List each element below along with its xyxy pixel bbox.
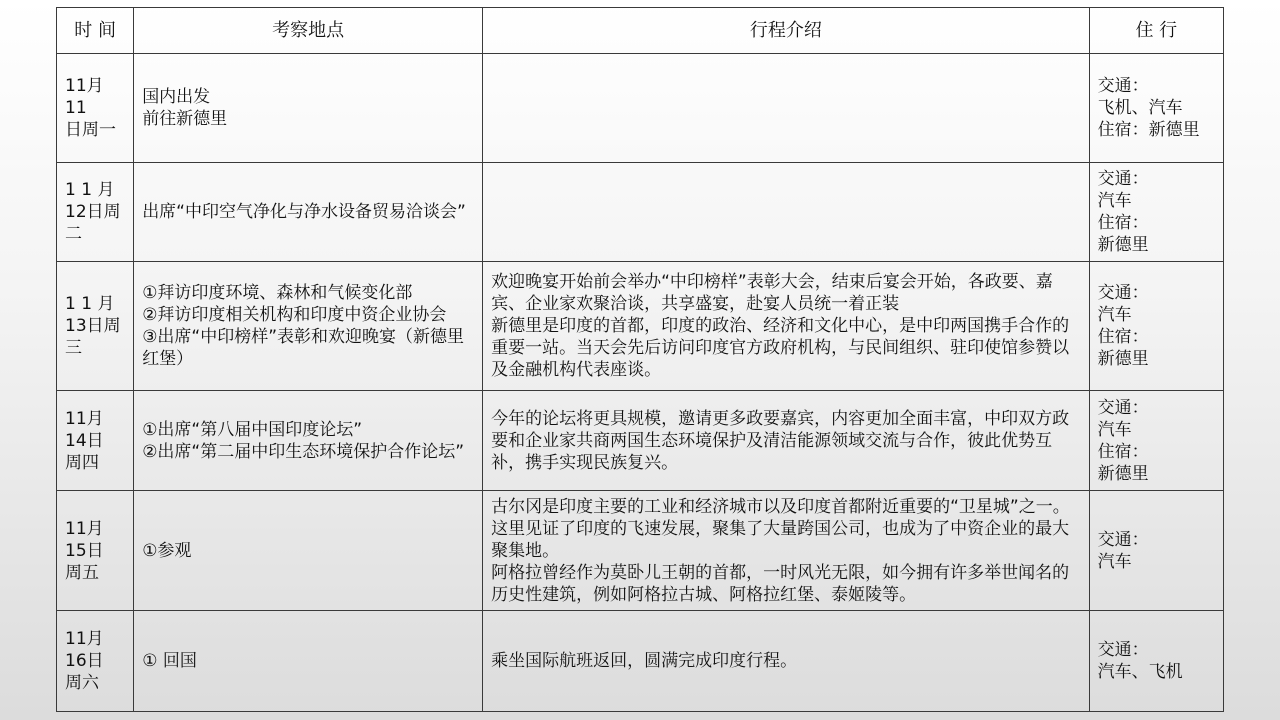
header-place: 考察地点 [134, 8, 483, 54]
row-place: 出席“中印空气净化与净水设备贸易洽谈会” [134, 163, 483, 262]
row-intro: 古尔冈是印度主要的工业和经济城市以及印度首都附近重要的“卫星城”之一。这里见证了印度的飞速发展，聚集了大量跨国公司，也成为了中资企业的最大聚集地。 阿格拉曾经作为莫卧儿王朝的首都，一时风光无限，如今拥有许多举世闻名的历史性建筑，例如阿格拉古城、阿格拉红堡、泰姬陵等。 [483, 491, 1090, 611]
table-row [57, 54, 1224, 163]
row-place: ①参观 [134, 491, 483, 611]
row-place: ①出席“第八届中国印度论坛” ②出席“第二届中印生态环境保护合作论坛” [134, 391, 483, 491]
row-stay: 交通： 汽车 住宿： 新德里 [1089, 262, 1223, 391]
row-intro [483, 163, 1090, 262]
row-time: 11月11 日周一 [57, 54, 134, 163]
row-stay: 交通： 汽车 住宿： 新德里 [1089, 163, 1223, 262]
itinerary-table [56, 7, 1224, 712]
row-intro: 欢迎晚宴开始前会举办“中印榜样”表彰大会，结束后宴会开始，各政要、嘉宾、企业家欢聚洽谈，共享盛宴，赴宴人员统一着正装 新德里是印度的首都，印度的政治、经济和文化中心，是中印两国携手合作的重要一站。当天会先后访问印度官方政府机构，与民间组织、驻印使馆参赞以及金融机构代表座谈。 [483, 262, 1090, 391]
row-place: ① 回国 [134, 611, 483, 712]
table-row [57, 262, 1224, 391]
row-intro: 今年的论坛将更具规模，邀请更多政要嘉宾，内容更加全面丰富，中印双方政要和企业家共商两国生态环境保护及清洁能源领域交流与合作，彼此优势互补，携手实现民族复兴。 [483, 391, 1090, 491]
table-row [57, 163, 1224, 262]
row-place: ①拜访印度环境、森林和气候变化部 ②拜访印度相关机构和印度中资企业协会 ③出席“中印榜样”表彰和欢迎晚宴（新德里红堡） [134, 262, 483, 391]
table-row [57, 491, 1224, 611]
row-stay: 交通： 飞机、汽车 住宿：新德里 [1089, 54, 1223, 163]
row-time: 1 1 月 12日周 二 [57, 163, 134, 262]
row-stay: 交通： 汽车 住宿： 新德里 [1089, 391, 1223, 491]
row-intro: 乘坐国际航班返回，圆满完成印度行程。 [483, 611, 1090, 712]
header-stay: 住 行 [1089, 8, 1223, 54]
table-row [57, 611, 1224, 712]
row-stay: 交通： 汽车、飞机 [1089, 611, 1223, 712]
row-stay: 交通： 汽车 [1089, 491, 1223, 611]
header-time: 时 间 [57, 8, 134, 54]
row-time: 1 1 月 13日周 三 [57, 262, 134, 391]
row-time: 11月 14日 周四 [57, 391, 134, 491]
row-place: 国内出发 前往新德里 [134, 54, 483, 163]
header-intro: 行程介绍 [483, 8, 1090, 54]
row-time: 11月 16日 周六 [57, 611, 134, 712]
table-row [57, 391, 1224, 491]
row-intro [483, 54, 1090, 163]
row-time: 11月 15日 周五 [57, 491, 134, 611]
table-header-row [57, 8, 1224, 54]
